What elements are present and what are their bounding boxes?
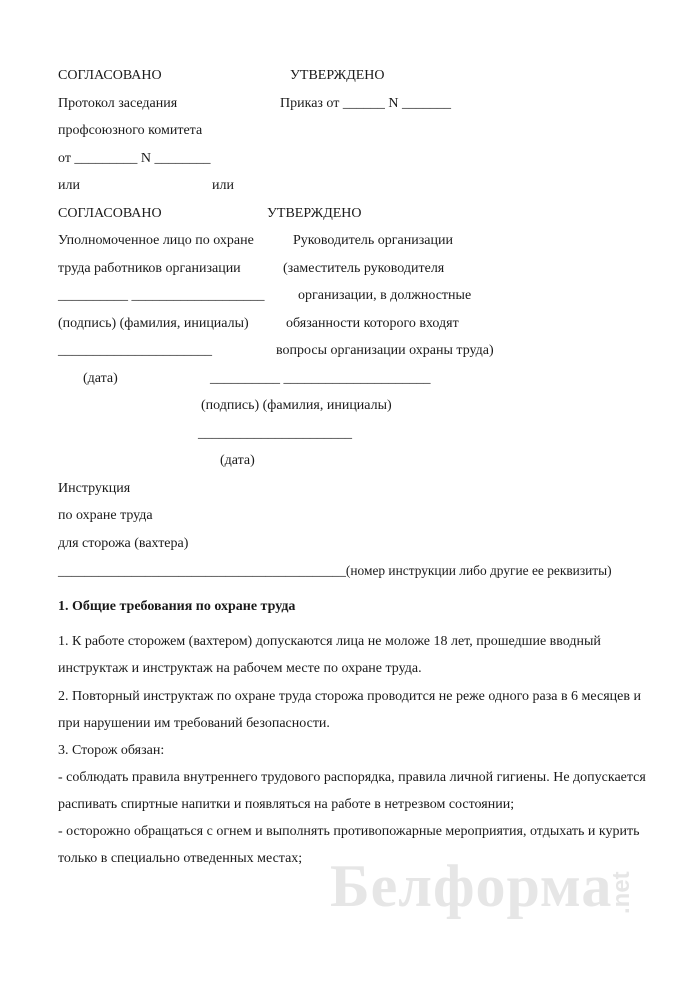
or-right: или — [212, 178, 234, 193]
paragraph-2: 2. Повторный инструктаж по охране труда сторожа проводится не реже одного раза в 6 месяцев и при нарушении им требований безопасности. — [58, 689, 641, 731]
head-date-line: ______________________ — [198, 426, 352, 441]
head-line-5: вопросы организации охраны труда) — [276, 343, 494, 358]
agreed-heading-1: СОГЛАСОВАНО — [58, 68, 162, 83]
authorized-person-line-1: Уполномоченное лицо по охране — [58, 233, 254, 248]
paragraph-4: - соблюдать правила внутреннего трудового распорядка, правила личной гигиены. Не допускается распивать спиртные напитки и появляться на работе в нетрезвом состоянии; — [58, 770, 646, 812]
approved-heading-1: УТВЕРЖДЕНО — [290, 68, 385, 83]
order-line: Приказ от ______ N _______ — [280, 96, 451, 111]
or-left: или — [58, 178, 80, 193]
paragraph-5: - осторожно обращаться с огнем и выполнять противопожарные мероприятия, отдыхать и курить только в специально отведенных местах; — [58, 824, 640, 866]
authorized-signature-line: __________ ___________________ — [58, 288, 265, 303]
agreed-heading-2: СОГЛАСОВАНО — [58, 206, 162, 221]
section-1-heading: 1. Общие требования по охране труда — [58, 599, 296, 614]
head-signature-caption: (подпись) (фамилия, инициалы) — [201, 398, 392, 413]
head-line-2: (заместитель руководителя — [283, 261, 445, 276]
head-line-4: обязанности которого входят — [286, 316, 459, 331]
title-line-2: по охране труда — [58, 508, 153, 523]
watermark-domain: .net — [608, 871, 635, 914]
head-line-3: организации, в должностные — [298, 288, 472, 303]
authorized-date-line: ______________________ — [58, 343, 212, 358]
head-signature-line: __________ _____________________ — [210, 371, 431, 386]
protocol-line-2: профсоюзного комитета — [58, 123, 203, 138]
title-line-1: Инструкция — [58, 481, 131, 496]
paragraph-3: 3. Сторож обязан: — [58, 743, 165, 758]
head-line-1: Руководитель организации — [293, 233, 453, 248]
protocol-line-1: Протокол заседания — [58, 96, 178, 111]
watermark-brand: Белформа — [330, 853, 613, 919]
paragraph-1: 1. К работе сторожем (вахтером) допускаются лица не моложе 18 лет, прошедшие вводный инструктаж и инструктаж на рабочем месте по охране труда. — [58, 634, 601, 676]
instruction-number-line: ___________________________________________(номер инструкции либо другие ее реквизиты) — [58, 563, 612, 578]
head-date-caption: (дата) — [220, 453, 255, 468]
title-line-3: для сторожа (вахтера) — [58, 536, 189, 551]
authorized-date-caption: (дата) — [83, 371, 118, 386]
protocol-line-3: от _________ N ________ — [58, 151, 211, 166]
authorized-person-line-2: труда работников организации — [58, 261, 241, 276]
authorized-signature-caption: (подпись) (фамилия, инициалы) — [58, 316, 249, 331]
approved-heading-2: УТВЕРЖДЕНО — [267, 206, 362, 221]
